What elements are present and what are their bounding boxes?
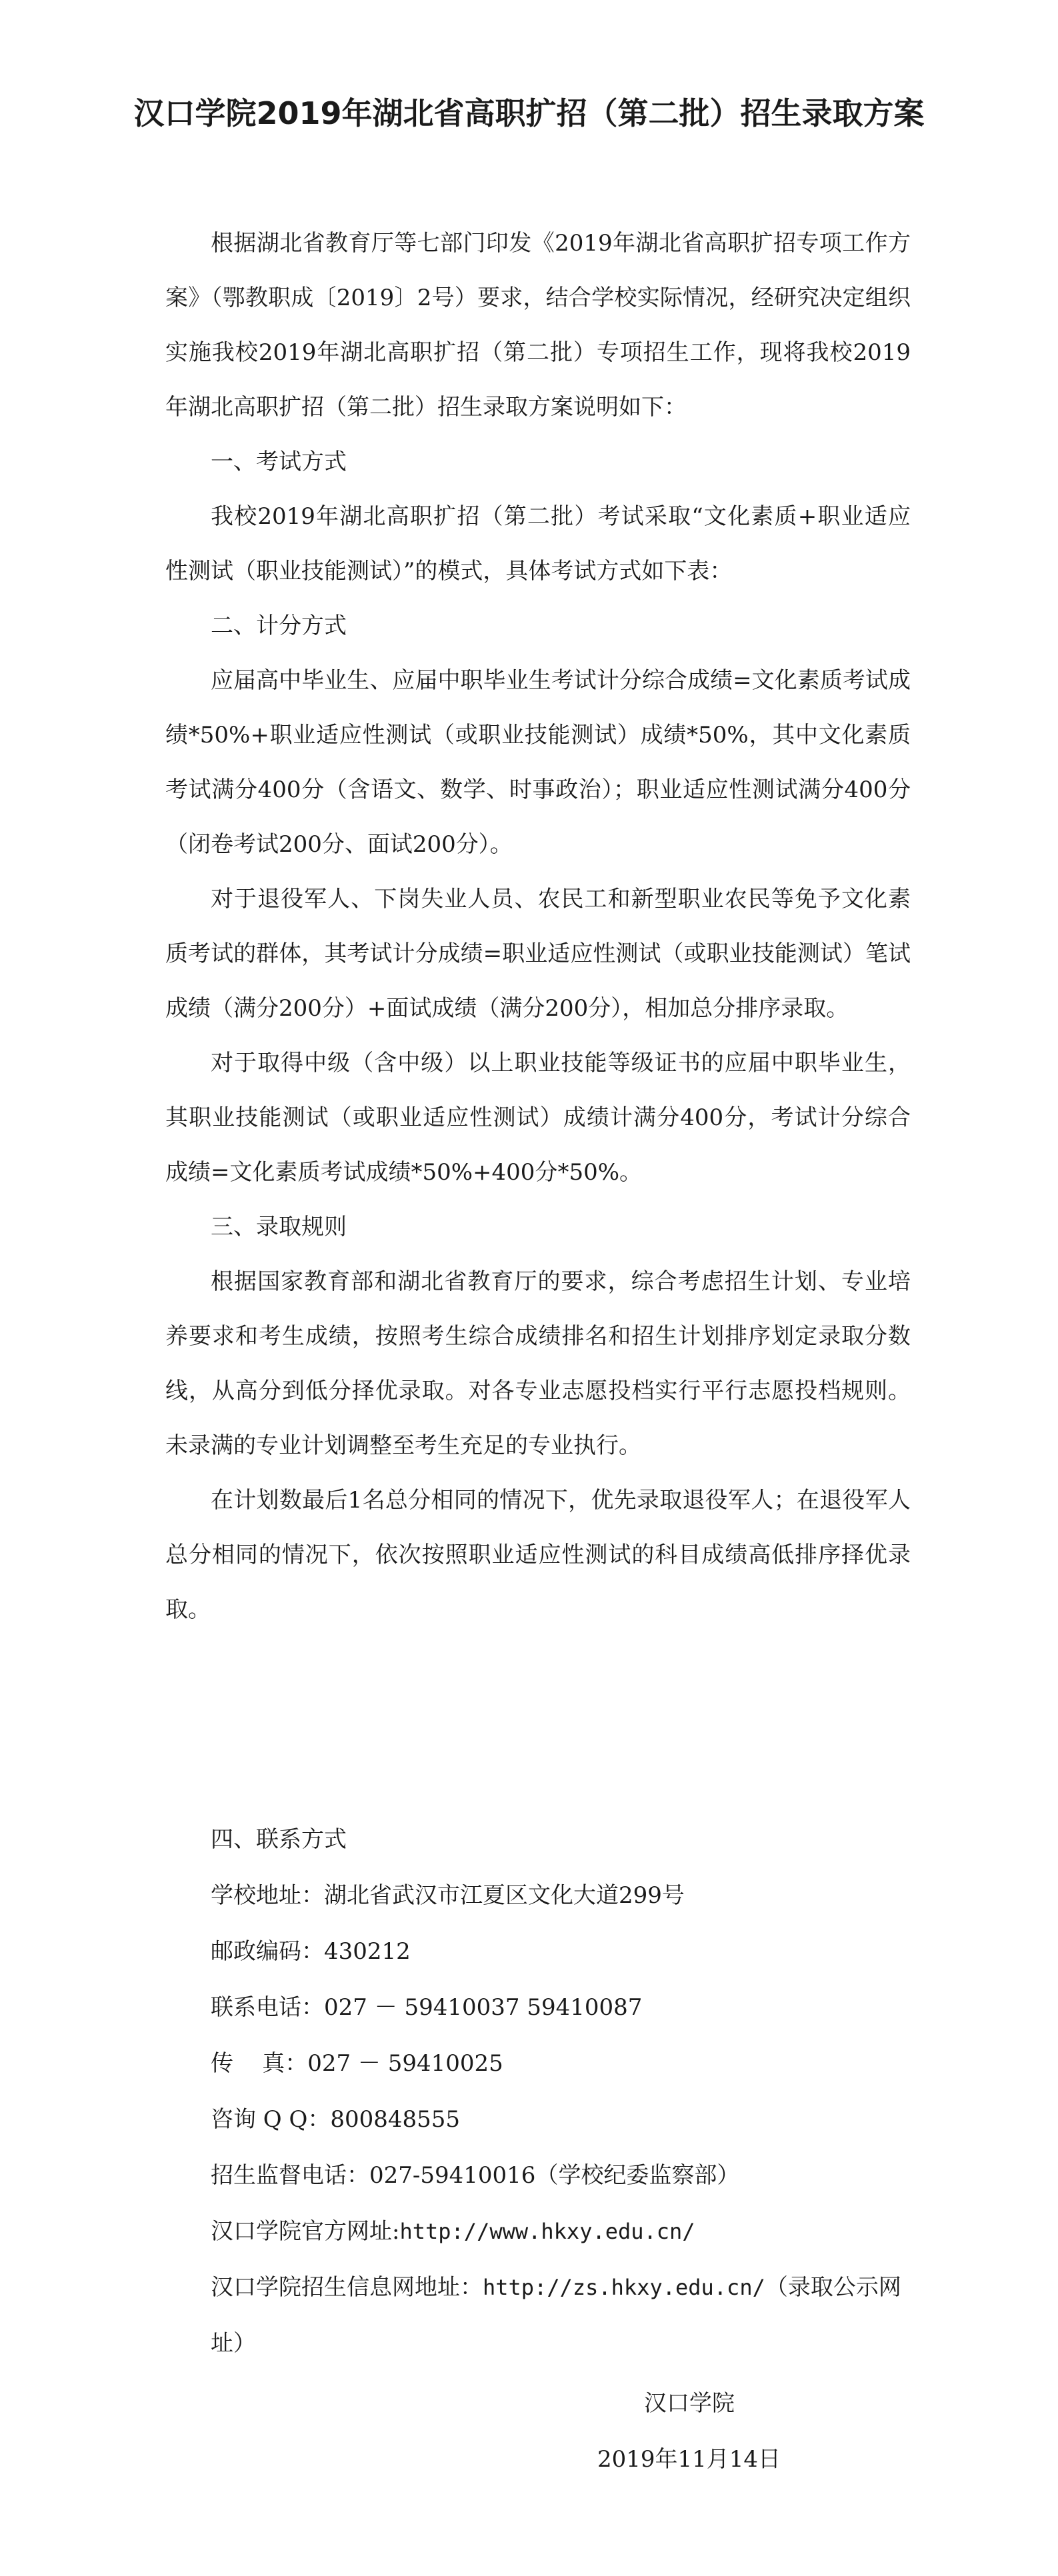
scoring-paragraph-3: 对于取得中级（含中级）以上职业技能等级证书的应届中职毕业生，其职业技能测试（或职业适应性测试）成绩计满分400分，考试计分综合成绩=文化素质考试成绩*50%+400分*50%。 (165, 1050, 911, 1186)
admission-website-note: （录取公示网址） (211, 2274, 901, 2357)
page-title: 汉口学院2019年湖北省高职扩招（第二批）招生录取方案 (133, 95, 925, 131)
contact-fax: 传 真：027 － 59410025 (211, 2050, 503, 2077)
section-heading-contact: 四、联系方式 (211, 1826, 347, 1853)
contact-postcode: 邮政编码：430212 (211, 1938, 411, 1965)
section-heading-admission: 三、录取规则 (211, 1214, 347, 1240)
section-heading-exam: 一、考试方式 (211, 449, 347, 475)
exam-paragraph: 我校2019年湖北高职扩招（第二批）考试采取“文化素质+职业适应性测试（职业技能测试）”的模式，具体考试方式如下表： (165, 503, 911, 585)
admission-paragraph-1: 根据国家教育部和湖北省教育厅的要求，综合考虑招生计划、专业培养要求和考生成绩，按照考生综合成绩排名和招生计划排序划定录取分数线，从高分到低分择优录取。对各专业志愿投档实行平行志愿投档规则。未录满的专业计划调整至考生充足的专业执行。 (165, 1268, 911, 1459)
signoff-organization: 汉口学院 (644, 2390, 735, 2417)
admission-website-link[interactable]: http://zs.hkxy.edu.cn/ (483, 2275, 765, 2300)
official-website-label: 汉口学院官方网址: (211, 2218, 400, 2245)
document-body (165, 216, 911, 1637)
admission-website-label: 汉口学院招生信息网地址： (211, 2274, 483, 2301)
admission-website-line (211, 2259, 911, 2371)
admission-paragraph-2: 在计划数最后1名总分相同的情况下，优先录取退役军人；在退役军人总分相同的情况下，依次按照职业适应性测试的科目成绩高低排序择优录取。 (165, 1487, 911, 1623)
contact-phone: 联系电话：027 － 59410037 59410087 (211, 1994, 643, 2021)
official-website-link[interactable]: http://www.hkxy.edu.cn/ (399, 2219, 695, 2244)
contact-section (211, 1812, 911, 2371)
contact-address: 学校地址：湖北省武汉市江夏区文化大道299号 (211, 1882, 685, 1909)
signoff-date: 2019年11月14日 (597, 2446, 781, 2473)
intro-paragraph: 根据湖北省教育厅等七部门印发《2019年湖北省高职扩招专项工作方案》（鄂教职成〔2019〕2号）要求，结合学校实际情况，经研究决定组织实施我校2019年湖北高职扩招（第二批）专项招生工作，现将我校2019年湖北高职扩招（第二批）招生录取方案说明如下： (165, 230, 911, 421)
official-website-line (211, 2203, 911, 2259)
contact-supervision-phone: 招生监督电话：027-59410016（学校纪委监察部） (211, 2162, 740, 2189)
scoring-paragraph-2: 对于退役军人、下岗失业人员、农民工和新型职业农民等免予文化素质考试的群体，其考试计分成绩=职业适应性测试（或职业技能测试）笔试成绩（满分200分）+面试成绩（满分200分），相加总分排序录取。 (165, 886, 911, 1022)
scoring-paragraph-1: 应届高中毕业生、应届中职毕业生考试计分综合成绩=文化素质考试成绩*50%+职业适应性测试（或职业技能测试）成绩*50%，其中文化素质考试满分400分（含语文、数学、时事政治）；职业适应性测试满分400分（闭卷考试200分、面试200分）。 (165, 667, 911, 858)
contact-qq: 咨询 Q Q：800848555 (211, 2106, 461, 2133)
section-heading-scoring: 二、计分方式 (211, 613, 347, 639)
